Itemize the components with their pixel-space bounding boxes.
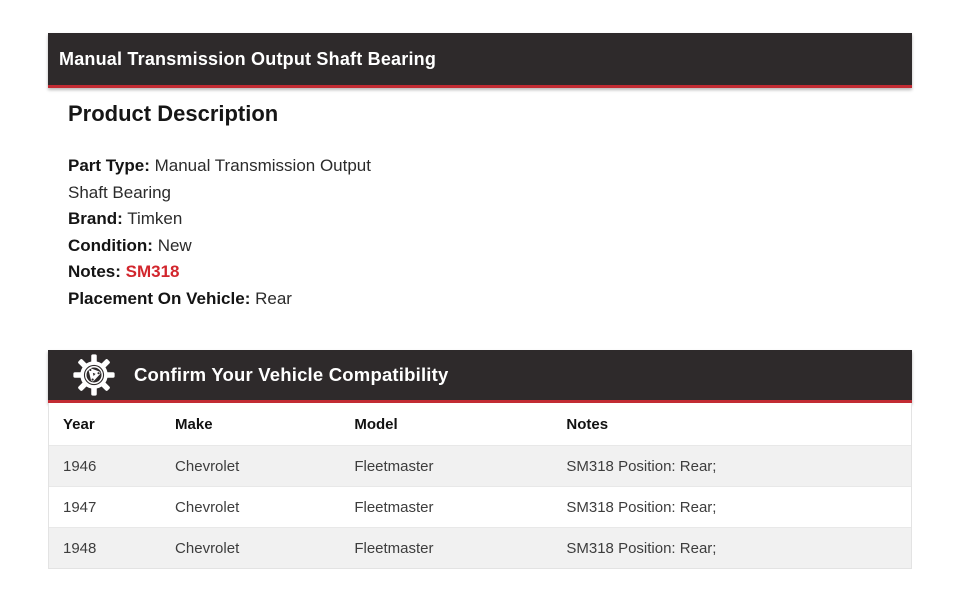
gear-engine-icon	[72, 353, 116, 397]
description-field	[68, 153, 398, 206]
description-field	[68, 233, 398, 260]
description-field	[68, 286, 398, 313]
cell-notes: SM318 Position: Rear;	[566, 457, 717, 475]
table-row	[49, 487, 911, 528]
product-title: Manual Transmission Output Shaft Bearing	[59, 48, 437, 69]
compatibility-title-bar	[48, 350, 912, 403]
field-label: Part Type:	[68, 156, 150, 175]
cell-year: 1946	[63, 457, 97, 475]
column-header: Make	[161, 403, 340, 446]
description-section	[48, 88, 912, 312]
column-header: Notes	[552, 403, 911, 446]
field-label: Placement On Vehicle:	[68, 288, 251, 308]
description-heading: Product Description	[68, 101, 279, 126]
cell-make: Chevrolet	[175, 457, 240, 475]
description-field	[68, 259, 398, 286]
field-value: Manual Transmission Output Shaft Bearing	[68, 156, 371, 202]
field-value: New	[157, 235, 192, 255]
cell-make: Chevrolet	[175, 539, 240, 557]
compatibility-title: Confirm Your Vehicle Compatibility	[134, 364, 449, 385]
product-title-bar	[48, 33, 912, 88]
field-value: SM318	[125, 262, 180, 281]
field-label: Notes:	[68, 262, 121, 281]
column-header: Year	[49, 403, 161, 446]
column-header: Model	[340, 403, 552, 446]
cell-make: Chevrolet	[175, 498, 240, 516]
table-row	[49, 528, 911, 569]
field-value: Rear	[255, 288, 292, 308]
cell-year: 1948	[63, 539, 97, 557]
field-label: Brand:	[68, 209, 123, 228]
cell-notes: SM318 Position: Rear;	[566, 539, 717, 557]
compatibility-table-body	[49, 446, 911, 569]
description-fields	[68, 153, 398, 312]
cell-notes: SM318 Position: Rear;	[566, 498, 717, 516]
cell-model: Fleetmaster	[354, 457, 434, 475]
field-value: Timken	[127, 209, 183, 228]
table-row	[49, 446, 911, 487]
description-field	[68, 206, 398, 233]
cell-year: 1947	[63, 498, 97, 516]
compatibility-table	[49, 403, 911, 568]
compatibility-table-header	[49, 403, 911, 446]
cell-model: Fleetmaster	[354, 539, 434, 557]
cell-model: Fleetmaster	[354, 498, 434, 516]
field-label: Condition:	[68, 235, 153, 255]
compatibility-table-container	[48, 403, 912, 569]
compatibility-section	[48, 350, 912, 569]
